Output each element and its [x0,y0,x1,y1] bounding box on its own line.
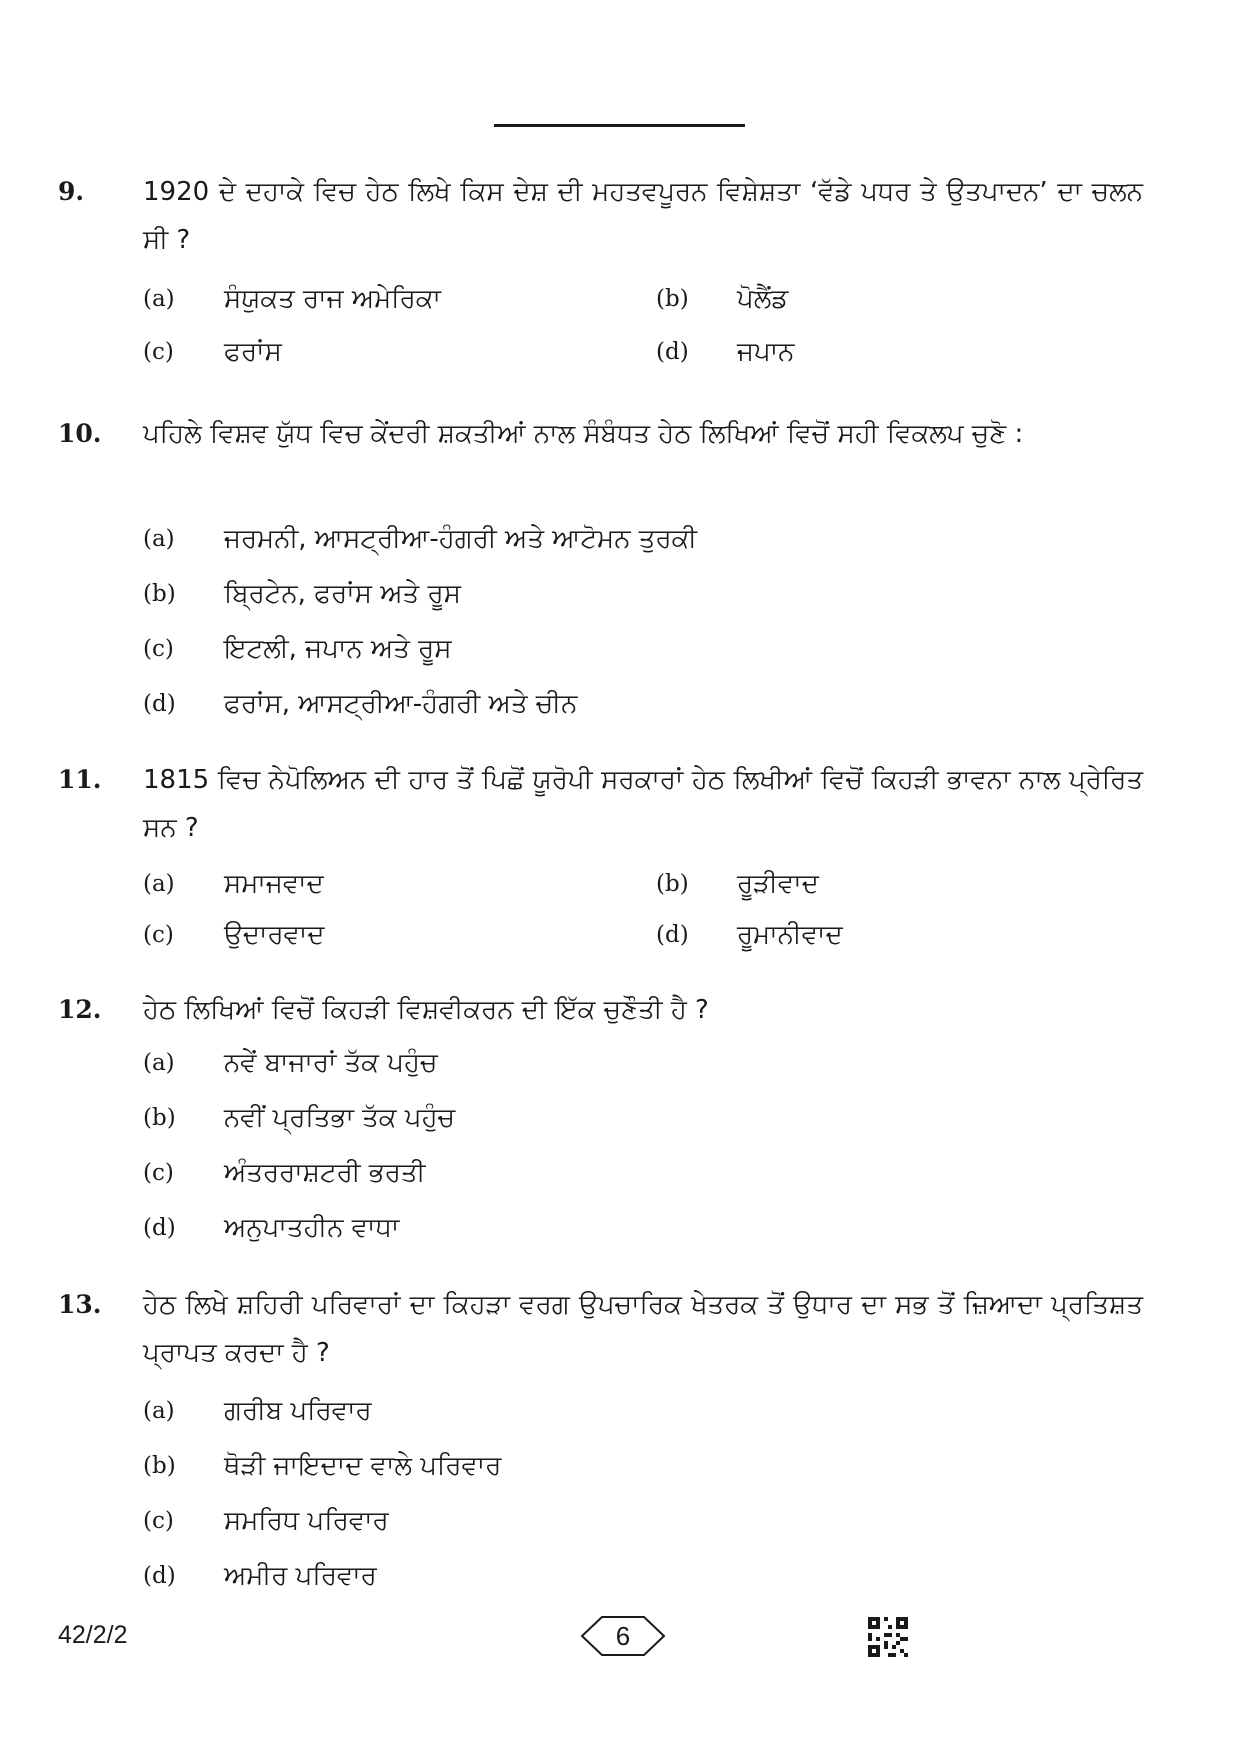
option-letter: (d) [143,1563,176,1589]
page-number-badge [568,1615,678,1657]
question-text: ਹੇਠ ਲਿਖੇ ਸ਼ਹਿਰੀ ਪਰਿਵਾਰਾਂ ਦਾ ਕਿਹੜਾ ਵਰਗ ਉਪਚਾਰਿਕ ਖੇਤਰਕ ਤੋਂ ਉਧਾਰ ਦਾ ਸਭ ਤੋਂ ਜ਼ਿਆਦਾ ਪ੍ਰਤਿਸ਼ਤ ਪ੍ਰਾਪਤ ਕਰਦਾ ਹੈ ? [143,1290,1143,1368]
option-letter: (a) [143,1050,175,1076]
option-letter: (b) [143,1453,176,1479]
option-text: ਅਮੀਰ ਪਰਿਵਾਰ [224,1561,377,1591]
option-letter: (d) [143,691,176,717]
option-letter: (a) [143,526,175,552]
option-letter: (d) [656,339,689,365]
option-text: ਰੂੜੀਵਾਦ [737,869,819,899]
option-text: ਥੋੜੀ ਜਾਇਦਾਦ ਵਾਲੇ ਪਰਿਵਾਰ [224,1451,502,1481]
option-letter: (b) [656,871,689,897]
option-text: ਸਮਾਜਵਾਦ [224,869,324,899]
option-text: ਇਟਲੀ, ਜਪਾਨ ਅਤੇ ਰੂਸ [224,634,452,664]
option-letter: (c) [143,339,174,365]
option-text: ਸਮਰਿਧ ਪਰਿਵਾਰ [224,1506,389,1536]
qr-code-icon [868,1617,908,1657]
option-text: ਰੂਮਾਨੀਵਾਦ [737,920,843,950]
option-letter: (b) [143,1105,176,1131]
option-letter: (a) [143,1398,175,1424]
question-number: 9. [58,177,85,206]
option-letter: (b) [143,581,176,607]
question-number: 10. [58,419,102,448]
option-letter: (c) [143,1508,174,1534]
option-letter: (b) [656,286,689,312]
question-text: 1920 ਦੇ ਦਹਾਕੇ ਵਿਚ ਹੇਠ ਲਿਖੇ ਕਿਸ ਦੇਸ਼ ਦੀ ਮਹਤਵਪੂਰਨ ਵਿਸ਼ੇਸ਼ਤਾ ‘ਵੱਡੇ ਪਧਰ ਤੇ ਉਤਪਾਦਨ’ ਦਾ ਚਲਨ ਸੀ ? [143,177,1143,255]
option-text: ਜਪਾਨ [737,337,795,367]
question-number: 12. [58,995,102,1024]
question-number: 13. [58,1290,102,1319]
question-number: 11. [58,765,102,794]
option-text: ਬ੍ਰਿਟੇਨ, ਫਰਾਂਸ ਅਤੇ ਰੂਸ [224,579,461,609]
option-text: ਗਰੀਬ ਪਰਿਵਾਰ [224,1396,372,1426]
question-text: 1815 ਵਿਚ ਨੇਪੋਲਿਅਨ ਦੀ ਹਾਰ ਤੋਂ ਪਿਛੋਂ ਯੂਰੋਪੀ ਸਰਕਾਰਾਂ ਹੇਠ ਲਿਖੀਆਂ ਵਿਚੋਂ ਕਿਹੜੀ ਭਾਵਨਾ ਨਾਲ ਪ੍ਰੇਰਿਤ ਸਨ ? [143,765,1143,843]
option-text: ਨਵੇਂ ਬਾਜਾਰਾਂ ਤੱਕ ਪਹੁੰਚ [224,1048,438,1078]
option-letter: (c) [143,922,174,948]
option-letter: (a) [143,286,175,312]
option-text: ਫਰਾਂਸ, ਆਸਟ੍ਰੀਆ-ਹੰਗਰੀ ਅਤੇ ਚੀਨ [224,689,578,719]
option-text: ਉਦਾਰਵਾਦ [224,920,325,950]
option-text: ਫਰਾਂਸ [224,337,282,367]
page-number: 6 [615,1621,631,1651]
option-letter: (d) [143,1215,176,1241]
option-letter: (c) [143,636,174,662]
option-letter: (c) [143,1160,174,1186]
option-text: ਅੰਤਰਰਾਸ਼ਟਰੀ ਭਰਤੀ [224,1158,426,1188]
top-divider [494,124,745,127]
option-text: ਸੰਯੁਕਤ ਰਾਜ ਅਮੇਰਿਕਾ [224,284,441,314]
question-text: ਪਹਿਲੇ ਵਿਸ਼ਵ ਯੁੱਧ ਵਿਚ ਕੇਂਦਰੀ ਸ਼ਕਤੀਆਂ ਨਾਲ ਸੰਬੰਧਤ ਹੇਠ ਲਿਖਿਆਂ ਵਿਚੋਂ ਸਹੀ ਵਿਕਲਪ ਚੁਣੋ : [143,419,1024,449]
option-text: ਅਨੁਪਾਤਹੀਨ ਵਾਧਾ [224,1213,400,1243]
paper-code: 42/2/2 [58,1621,128,1649]
option-letter: (d) [656,922,689,948]
option-text: ਜਰਮਨੀ, ਆਸਟ੍ਰੀਆ-ਹੰਗਰੀ ਅਤੇ ਆਟੋਮਨ ਤੁਰਕੀ [224,524,698,554]
question-text: ਹੇਠ ਲਿਖਿਆਂ ਵਿਚੋਂ ਕਿਹੜੀ ਵਿਸ਼ਵੀਕਰਨ ਦੀ ਇੱਕ ਚੁਣੌਤੀ ਹੈ ? [143,995,709,1025]
option-text: ਪੋਲੈਂਡ [737,284,789,314]
option-text: ਨਵੀਂ ਪ੍ਰਤਿਭਾ ਤੱਕ ਪਹੁੰਚ [224,1103,456,1133]
option-letter: (a) [143,871,175,897]
